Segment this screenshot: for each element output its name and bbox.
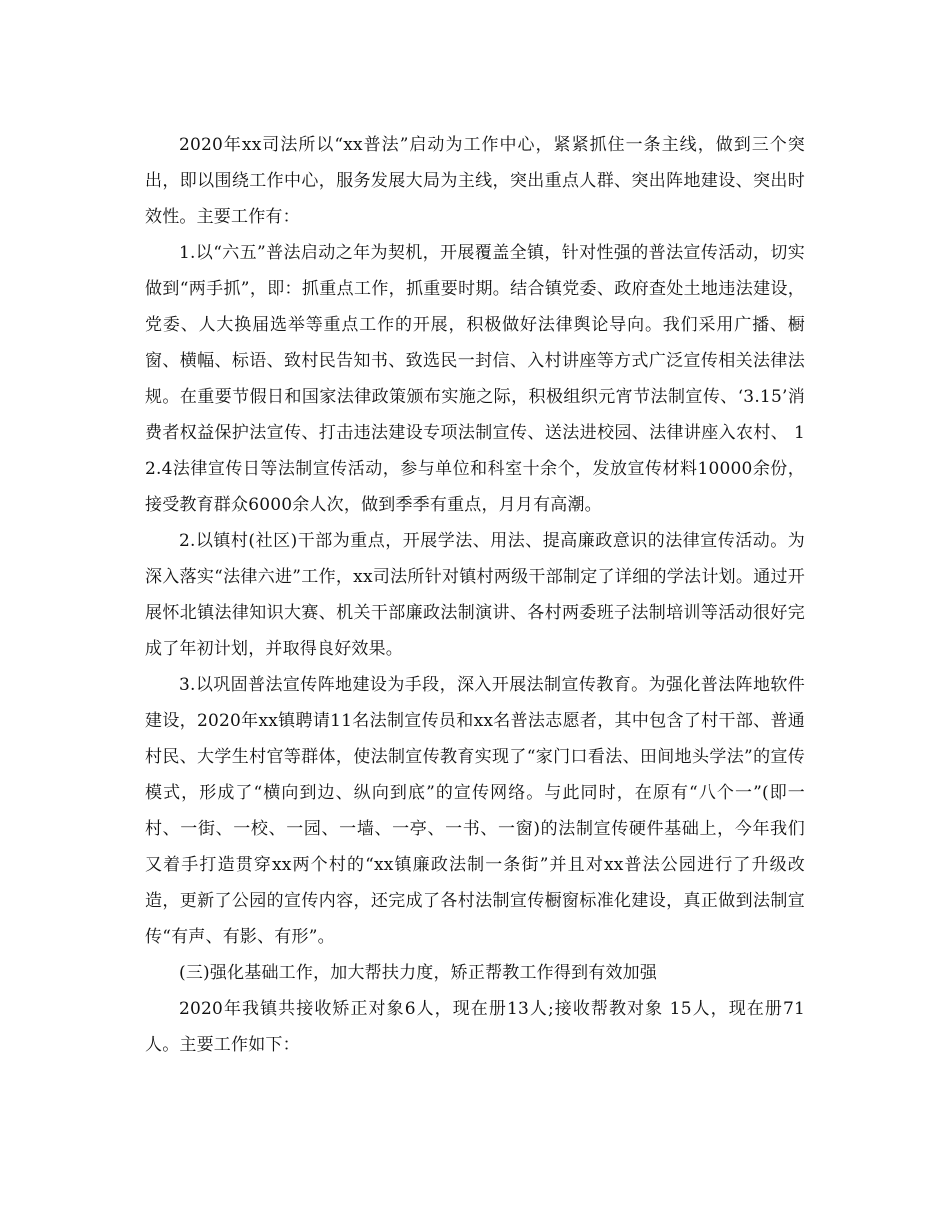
paragraph-intro: 2020年xx司法所以“xx普法”启动为工作中心，紧紧抓住一条主线，做到三个突出，即以围绕工作中心，服务发展大局为主线，突出重点人群、突出阵地建设、突出时效性。主要工作有：: [145, 135, 805, 227]
paragraph-item-1: 1.以“六五”普法启动之年为契机，开展覆盖全镇，针对性强的普法宣传活动，切实做到“两手抓”，即：抓重点工作，抓重要时期。结合镇党委、政府查处土地违法建设，党委、人大换届选举等重点工作的开展，积极做好法律舆论导向。我们采用广播、橱窗、横幅、标语、致村民告知书、致选民一封信、入村讲座等方式广泛宣传相关法律法规。在重要节假日和国家法律政策颁布实施之际，积极组织元宵节法制宣传、‘3.15’消费者权益保护法宣传、打击违法建设专项法制宣传、送法进校园、法律讲座入农村、 12.4法律宣传日等法制宣传活动，参与单位和科室十余个，发放宣传材料10000余份，接受教育群众6000余人次，做到季季有重点，月月有高潮。: [145, 243, 805, 515]
paragraph-item-3: 3.以巩固普法宣传阵地建设为手段，深入开展法制宣传教育。为强化普法阵地软件建设，2020年xx镇聘请11名法制宣传员和xx名普法志愿者，其中包含了村干部、普通村民、大学生村官等群体，使法制宣传教育实现了“家门口看法、田间地头学法”的宣传模式，形成了“横向到边、纵向到底”的宣传网络。与此同时，在原有“八个一”(即一村、一街、一校、一园、一墙、一亭、一书、一窗)的法制宣传硬件基础上，今年我们又着手打造贯穿xx两个村的“xx镇廉政法制一条街”并且对xx普法公园进行了升级改造，更新了公园的宣传内容，还完成了各村法制宣传橱窗标准化建设，真正做到法制宣传“有声、有影、有形”。: [145, 675, 805, 947]
paragraph-section-3-intro: 2020年我镇共接收矫正对象6人，现在册13人;接收帮教对象 15人，现在册71人。主要工作如下：: [145, 999, 805, 1055]
section-heading-3: (三)强化基础工作，加大帮扶力度，矫正帮教工作得到有效加强: [179, 963, 658, 983]
paragraph-item-2: 2.以镇村(社区)干部为重点，开展学法、用法、提高廉政意识的法律宣传活动。为深入落实“法律六进”工作，xx司法所针对镇村两级干部制定了详细的学法计划。通过开展怀北镇法律知识大赛、机关干部廉政法制演讲、各村两委班子法制培训等活动很好完成了年初计划，并取得良好效果。: [145, 531, 805, 659]
document-body: [145, 127, 805, 1063]
